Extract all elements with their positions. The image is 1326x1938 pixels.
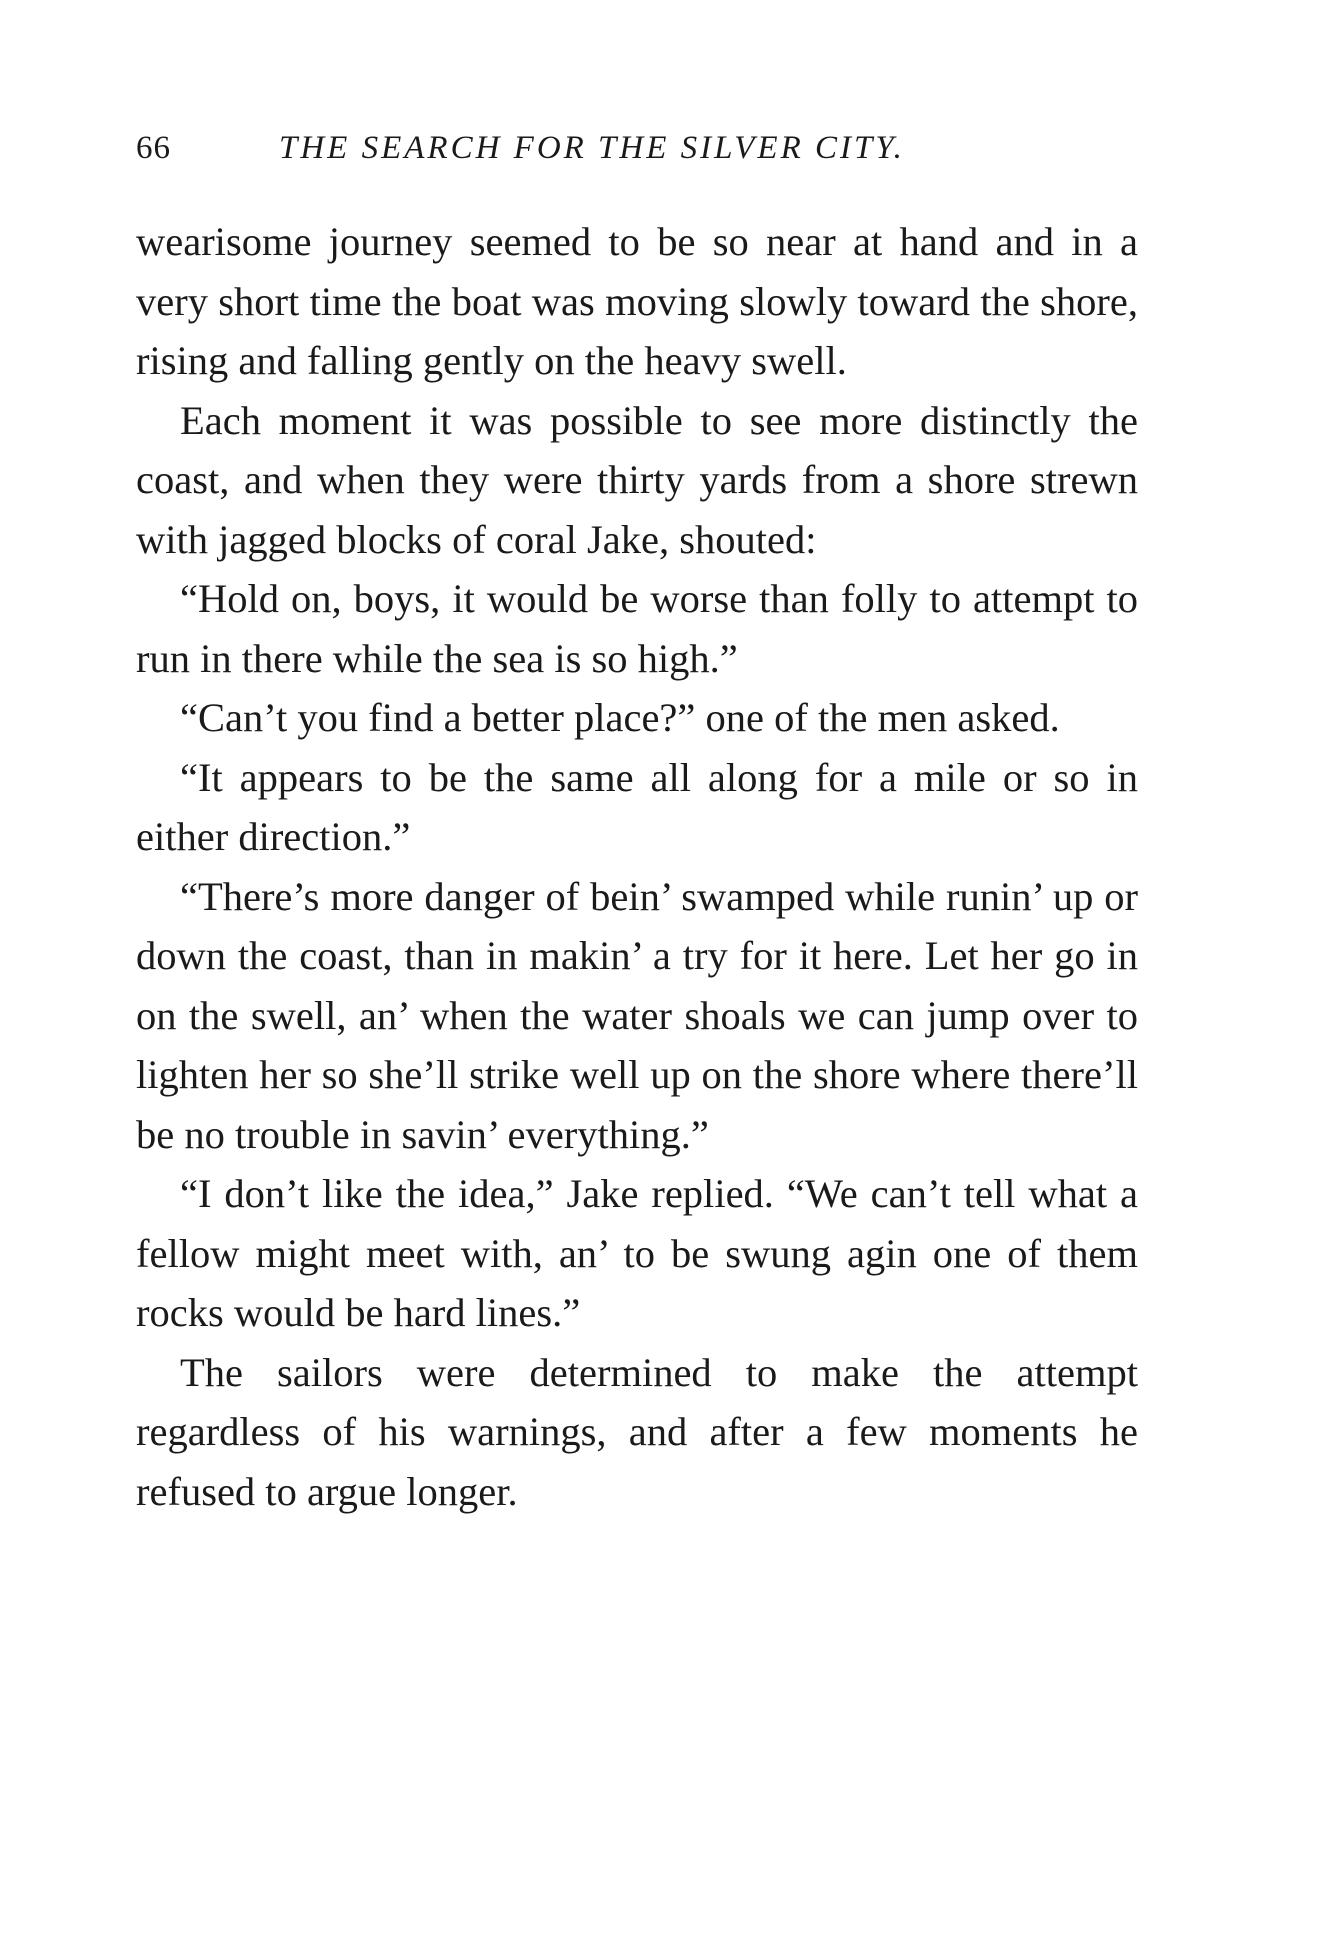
paragraph: “Hold on, boys, it would be worse than folly to attempt to run in there while the sea is so high.”	[136, 576, 1138, 681]
body-text	[136, 212, 1138, 1521]
paragraph: The sailors were determined to make the attempt regardless of his warnings, and after a few moments he refused to argue longer.	[136, 1349, 1138, 1514]
page-number: 66	[136, 130, 171, 166]
page-header	[136, 128, 1036, 168]
paragraph: “There’s more danger of bein’ swamped while runin’ up or down the coast, than in makin’ a try for it here. Let her go in on the swell, an’ when the water shoals we can jump over to lighten her so she’ll strike well up on the shore where there’ll be no trouble in savin’ everything.”	[136, 873, 1138, 1157]
paragraph: “Can’t you find a better place?” one of the men asked.	[180, 695, 1060, 740]
paragraph: Each moment it was possible to see more distinctly the coast, and when they were thirty yards from a shore strewn with jagged blocks of coral Jake, shouted:	[136, 397, 1138, 562]
paragraph: “I don’t like the idea,” Jake replied. “We can’t tell what a fellow might meet with, an’ to be swung agin one of them rocks would be hard lines.”	[136, 1171, 1138, 1335]
paragraph: “It appears to be the same all along for a mile or so in either direction.”	[136, 754, 1138, 859]
running-title: THE SEARCH FOR THE SILVER CITY.	[279, 130, 905, 166]
paragraph: wearisome journey seemed to be so near at hand and in a very short time the boat was moving slowly toward the shore, rising and falling gently on the heavy swell.	[136, 219, 1138, 383]
